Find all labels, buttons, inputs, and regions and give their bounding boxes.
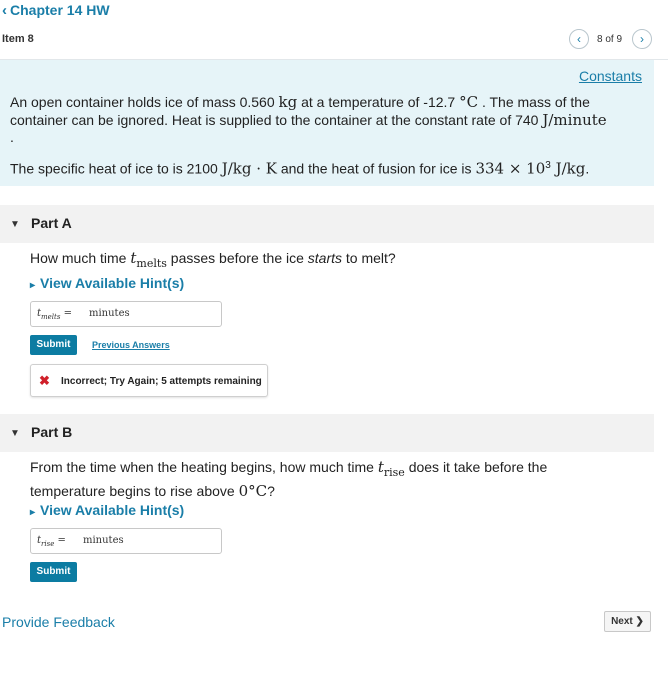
problem-text: container can be ignored. Heat is supplied to the container at the constant rate of 740 (10, 112, 543, 128)
back-to-assignment-link[interactable] (2, 2, 110, 19)
part-b-hint-toggle[interactable] (30, 502, 184, 518)
x-mark-icon: ✖ (39, 373, 50, 388)
var-t: t (37, 308, 42, 319)
answer-variable (37, 308, 72, 321)
next-label: Next (611, 616, 633, 627)
next-item-button[interactable] (632, 29, 652, 49)
part-b-title: Part B (31, 424, 73, 440)
triangle-down-icon: ▼ (10, 219, 20, 230)
question-text: How much time (30, 250, 131, 266)
item-label: Item 8 (2, 33, 34, 45)
unit-celsius: °C (459, 93, 479, 111)
part-b-question (30, 458, 547, 500)
caret-right-icon: ▸ (30, 280, 36, 291)
var-subscript: rise (383, 465, 405, 479)
chevron-left-icon: ‹ (2, 2, 7, 19)
part-b-question-line-1 (30, 458, 547, 482)
heat-of-fusion-exponent: 3 (545, 160, 551, 171)
hint-label: View Available Hint(s) (40, 502, 185, 518)
part-a-answer-box (30, 301, 222, 327)
part-b-submit-button[interactable]: Submit (30, 562, 77, 582)
hint-label: View Available Hint(s) (40, 275, 185, 291)
part-a-title: Part A (31, 215, 72, 231)
var-subscript: melts (41, 313, 61, 321)
part-a-header[interactable] (0, 205, 654, 243)
problem-text: and the heat of fusion for ice is (276, 160, 476, 177)
question-text: to melt? (342, 250, 396, 266)
chevron-left-icon: ‹ (577, 32, 581, 46)
part-b-question-line-2 (30, 482, 547, 500)
feedback-message: Incorrect; Try Again; 5 attempts remaining (61, 376, 262, 387)
problem-text: . The mass of the (478, 94, 590, 110)
var-t: t (377, 458, 384, 476)
next-button[interactable] (604, 611, 651, 632)
unit-specific-heat: J/kg · K (221, 159, 277, 178)
provide-feedback-link[interactable]: Provide Feedback (2, 614, 115, 630)
part-a-answer-input[interactable] (77, 306, 89, 322)
question-text: ? (267, 482, 275, 499)
part-a-hint-toggle[interactable] (30, 275, 184, 291)
problem-text: . (585, 160, 590, 177)
problem-line-4 (10, 157, 589, 178)
part-b-answer-box (30, 528, 222, 554)
part-b-answer-input[interactable] (71, 533, 83, 549)
caret-right-icon: ▸ (30, 507, 36, 518)
question-text: does it take before the (404, 459, 548, 475)
answer-unit: minutes (83, 535, 124, 546)
part-b-header[interactable] (0, 414, 654, 452)
question-emphasis: starts (307, 250, 343, 266)
problem-statement (0, 60, 654, 186)
zero-celsius: 0°C (238, 481, 268, 500)
constants-link[interactable]: Constants (578, 68, 642, 84)
equals-sign: = (60, 308, 73, 319)
equals-sign: = (54, 535, 66, 546)
chevron-right-icon: ❯ (635, 616, 644, 627)
var-t: t (37, 535, 42, 546)
previous-answers-link[interactable]: Previous Answers (92, 340, 170, 350)
part-a-question (30, 249, 396, 273)
question-text: From the time when the heating begins, how much time (30, 459, 378, 475)
problem-text: The specific heat of ice to is 2100 (10, 160, 222, 177)
part-a-submit-button[interactable]: Submit (30, 335, 77, 355)
question-text: passes before the ice (166, 250, 308, 266)
question-text: temperature begins to rise above (30, 482, 239, 499)
unit-j-per-minute: J/minute (542, 111, 607, 129)
unit-kg: kg (278, 93, 298, 111)
back-label: Chapter 14 HW (10, 2, 110, 18)
problem-line-1 (10, 93, 590, 111)
heat-of-fusion-value: 334 × 10 (475, 159, 546, 178)
var-subscript: melts (136, 256, 167, 270)
unit-j-per-kg: J/kg (550, 159, 586, 178)
problem-text: at a temperature of -12.7 (297, 94, 460, 110)
previous-item-button[interactable] (569, 29, 589, 49)
problem-line-2 (10, 111, 607, 129)
chevron-right-icon: › (640, 32, 644, 46)
var-t: t (130, 249, 137, 267)
problem-text: An open container holds ice of mass 0.560 (10, 94, 279, 110)
problem-line-3: . (10, 129, 14, 145)
var-subscript: rise (41, 540, 55, 548)
item-pager: 8 of 9 (597, 34, 623, 45)
incorrect-feedback (30, 364, 268, 397)
answer-unit: minutes (89, 308, 130, 319)
triangle-down-icon: ▼ (10, 428, 20, 439)
answer-variable (37, 535, 66, 548)
